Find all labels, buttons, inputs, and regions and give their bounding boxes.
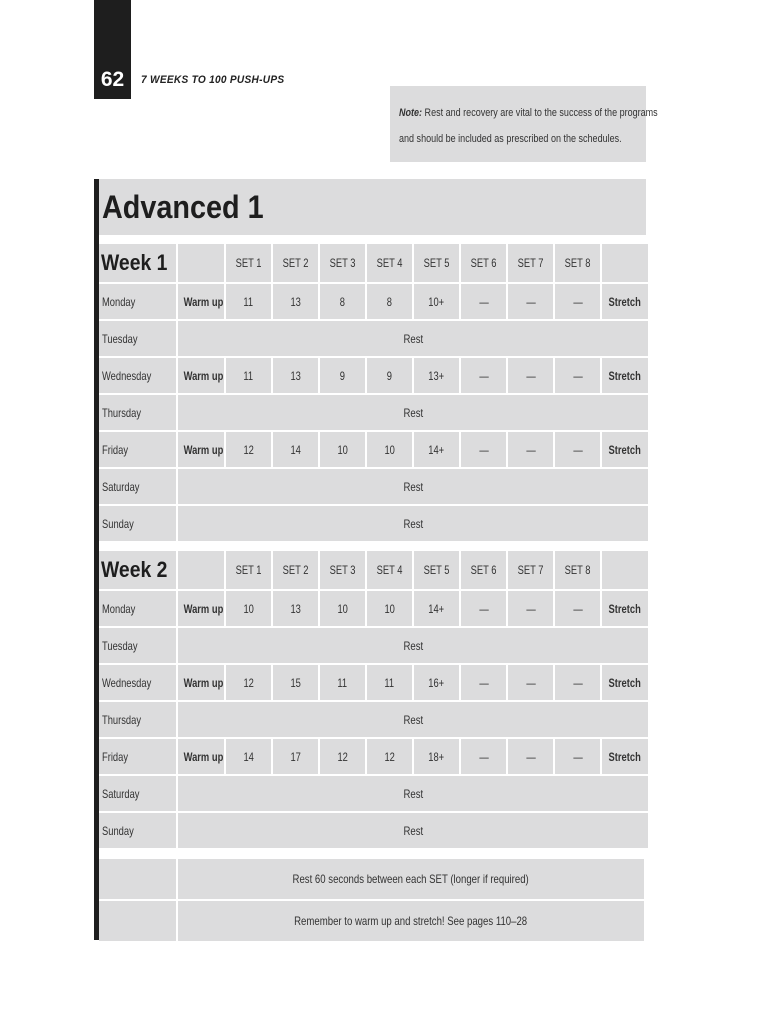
set-value: 14: [290, 442, 301, 457]
set-value: 8: [339, 294, 346, 309]
footer-note-cell: [178, 901, 644, 941]
note-line-1: [399, 100, 658, 126]
running-head: 7 WEEKS TO 100 PUSH-UPS: [141, 74, 285, 86]
set-value: 15: [290, 675, 301, 690]
set-value-cell: [414, 432, 459, 467]
set-header: SET 2: [282, 256, 309, 270]
set-value-cell: [461, 432, 506, 467]
week-label: Week 2: [101, 557, 168, 582]
set-value: —: [525, 675, 536, 690]
set-header-cell: [555, 244, 600, 282]
set-value: —: [478, 368, 489, 383]
set-header: SET 1: [235, 563, 262, 577]
warm-up-label: Warm up: [183, 294, 224, 309]
day-label: Thursday: [102, 712, 142, 727]
day-row: [99, 506, 648, 541]
rest-label: Rest: [403, 786, 423, 801]
set-value: 11: [243, 368, 254, 383]
rest-label: Rest: [403, 516, 423, 531]
set-header: SET 6: [470, 563, 497, 577]
day-cell: [99, 776, 176, 811]
header-blank-cell: [602, 244, 648, 282]
week-label-cell: [99, 244, 176, 282]
set-header-cell: [273, 551, 318, 589]
rest-label: Rest: [403, 638, 423, 653]
set-header-cell: [508, 551, 553, 589]
set-value-cell: [414, 591, 459, 626]
day-cell: [99, 432, 176, 467]
warm-up-cell: [178, 358, 224, 393]
stretch-label: Stretch: [608, 675, 642, 690]
set-value-cell: [555, 358, 600, 393]
day-row: [99, 702, 648, 737]
set-header: SET 4: [376, 256, 403, 270]
set-value-cell: [273, 591, 318, 626]
set-value: 8: [386, 294, 393, 309]
set-value-cell: [367, 432, 412, 467]
stretch-cell: [602, 591, 648, 626]
set-header: SET 4: [376, 563, 403, 577]
stretch-label: Stretch: [608, 294, 642, 309]
set-value: 12: [243, 442, 254, 457]
set-value: 9: [386, 368, 393, 383]
set-header: SET 3: [329, 256, 356, 270]
footer-blank-cell: [99, 901, 176, 941]
stretch-cell: [602, 284, 648, 319]
set-value-cell: [320, 591, 365, 626]
set-value: —: [478, 601, 489, 616]
set-header-cell: [461, 551, 506, 589]
set-value: —: [572, 675, 583, 690]
day-row: [99, 321, 648, 356]
set-value-cell: [367, 284, 412, 319]
set-value-cell: [414, 739, 459, 774]
set-header-cell: [461, 244, 506, 282]
set-value: —: [478, 749, 489, 764]
footer-note-2: Remember to warm up and stretch! See pages 110–28: [294, 914, 528, 928]
set-header: SET 5: [423, 256, 450, 270]
day-cell: [99, 702, 176, 737]
rest-label: Rest: [403, 405, 423, 420]
set-value: —: [525, 442, 536, 457]
rest-cell: [178, 395, 648, 430]
set-value-cell: [414, 284, 459, 319]
day-row: [99, 395, 648, 430]
rest-cell: [178, 776, 648, 811]
rest-label: Rest: [403, 479, 423, 494]
stretch-label: Stretch: [608, 749, 642, 764]
footer-row: [99, 901, 644, 941]
schedule-table: [94, 179, 646, 940]
set-value: 13+: [428, 368, 445, 383]
set-value: —: [478, 442, 489, 457]
week-header-row: [99, 551, 648, 589]
footer-notes-table: [97, 857, 646, 943]
rest-cell: [178, 469, 648, 504]
rest-cell: [178, 813, 648, 848]
set-value-cell: [461, 665, 506, 700]
rest-label: Rest: [403, 823, 423, 838]
set-value-cell: [508, 739, 553, 774]
set-value: 10+: [428, 294, 445, 309]
set-value: 17: [290, 749, 301, 764]
day-label: Sunday: [102, 823, 134, 838]
header-blank-cell: [178, 244, 224, 282]
set-value: —: [572, 368, 583, 383]
set-value-cell: [555, 284, 600, 319]
day-label: Wednesday: [102, 675, 152, 690]
set-header: SET 1: [235, 256, 262, 270]
rest-cell: [178, 321, 648, 356]
day-label: Friday: [102, 442, 129, 457]
day-cell: [99, 506, 176, 541]
rest-cell: [178, 628, 648, 663]
warm-up-label: Warm up: [183, 368, 224, 383]
day-label: Friday: [102, 749, 129, 764]
set-value-cell: [414, 665, 459, 700]
day-cell: [99, 358, 176, 393]
day-label: Sunday: [102, 516, 134, 531]
day-row: [99, 776, 648, 811]
set-value-cell: [555, 432, 600, 467]
day-label: Monday: [102, 294, 136, 309]
set-value: 16+: [428, 675, 445, 690]
day-label: Saturday: [102, 786, 140, 801]
set-value-cell: [367, 665, 412, 700]
set-value: 13: [290, 294, 301, 309]
set-header-cell: [508, 244, 553, 282]
set-value: 14+: [428, 442, 445, 457]
set-value-cell: [320, 432, 365, 467]
warm-up-label: Warm up: [183, 675, 224, 690]
stretch-cell: [602, 739, 648, 774]
rest-cell: [178, 506, 648, 541]
set-value: —: [572, 442, 583, 457]
stretch-label: Stretch: [608, 368, 642, 383]
note-text-1: Rest and recovery are vital to the success of the programs: [424, 107, 658, 119]
rest-label: Rest: [403, 712, 423, 727]
set-header: SET 6: [470, 256, 497, 270]
set-value: 10: [337, 601, 348, 616]
set-header-cell: [367, 244, 412, 282]
set-value: —: [478, 294, 489, 309]
schedule-title: Advanced 1: [102, 189, 264, 225]
warm-up-cell: [178, 665, 224, 700]
set-value: 9: [339, 368, 346, 383]
set-value: 12: [243, 675, 254, 690]
set-value-cell: [226, 432, 271, 467]
set-header-cell: [226, 551, 271, 589]
warm-up-label: Warm up: [183, 601, 224, 616]
schedule-title-bar: [99, 179, 646, 235]
set-header-cell: [555, 551, 600, 589]
rest-label: Rest: [403, 331, 423, 346]
footer-note-cell: [178, 859, 644, 899]
footer-row: [99, 859, 644, 899]
day-cell: [99, 321, 176, 356]
set-value-cell: [367, 739, 412, 774]
set-value: —: [525, 749, 536, 764]
set-value-cell: [273, 739, 318, 774]
set-value: —: [572, 749, 583, 764]
day-row: [99, 432, 648, 467]
set-header: SET 7: [517, 256, 544, 270]
header-blank-cell: [602, 551, 648, 589]
set-value: —: [572, 601, 583, 616]
set-header: SET 2: [282, 563, 309, 577]
stretch-cell: [602, 665, 648, 700]
set-value-cell: [273, 665, 318, 700]
set-header: SET 3: [329, 563, 356, 577]
footer-blank-cell: [99, 859, 176, 899]
set-value-cell: [508, 665, 553, 700]
set-value-cell: [555, 739, 600, 774]
warm-up-label: Warm up: [183, 749, 224, 764]
day-cell: [99, 665, 176, 700]
set-value-cell: [508, 591, 553, 626]
day-row: [99, 284, 648, 319]
set-value-cell: [508, 358, 553, 393]
set-value-cell: [320, 665, 365, 700]
day-row: [99, 739, 648, 774]
day-cell: [99, 628, 176, 663]
set-value-cell: [367, 591, 412, 626]
day-row: [99, 813, 648, 848]
set-value-cell: [508, 284, 553, 319]
set-value: 11: [337, 675, 348, 690]
set-value: —: [525, 601, 536, 616]
week-header-row: [99, 244, 648, 282]
week-1-table: [97, 242, 650, 543]
set-value: 11: [243, 294, 254, 309]
set-header-cell: [367, 551, 412, 589]
set-header-cell: [414, 551, 459, 589]
set-header-cell: [320, 244, 365, 282]
set-value-cell: [555, 665, 600, 700]
stretch-label: Stretch: [608, 601, 642, 616]
set-header-cell: [226, 244, 271, 282]
day-label: Monday: [102, 601, 136, 616]
warm-up-cell: [178, 284, 224, 319]
set-value-cell: [273, 432, 318, 467]
week-label-cell: [99, 551, 176, 589]
set-value: 13: [290, 601, 301, 616]
stretch-cell: [602, 358, 648, 393]
set-header: SET 8: [564, 256, 591, 270]
day-cell: [99, 591, 176, 626]
week-2-table: [97, 549, 650, 850]
set-value-cell: [273, 358, 318, 393]
header-blank-cell: [178, 551, 224, 589]
day-cell: [99, 739, 176, 774]
set-value-cell: [226, 739, 271, 774]
day-cell: [99, 469, 176, 504]
day-label: Thursday: [102, 405, 142, 420]
day-row: [99, 469, 648, 504]
set-value-cell: [320, 358, 365, 393]
day-row: [99, 665, 648, 700]
set-value: 11: [384, 675, 395, 690]
set-header-cell: [320, 551, 365, 589]
set-value: 12: [384, 749, 395, 764]
set-value-cell: [273, 284, 318, 319]
warm-up-cell: [178, 591, 224, 626]
warm-up-cell: [178, 739, 224, 774]
note-label: Note:: [399, 107, 423, 119]
day-label: Tuesday: [102, 638, 138, 653]
footer-note-1: Rest 60 seconds between each SET (longer if required): [292, 872, 530, 886]
set-value-cell: [414, 358, 459, 393]
set-value: 10: [384, 442, 395, 457]
rest-cell: [178, 702, 648, 737]
set-value-cell: [226, 665, 271, 700]
set-value: 18+: [428, 749, 445, 764]
set-header-cell: [414, 244, 459, 282]
day-row: [99, 591, 648, 626]
set-value: 10: [337, 442, 348, 457]
warm-up-label: Warm up: [183, 442, 224, 457]
set-value-cell: [508, 432, 553, 467]
day-label: Saturday: [102, 479, 140, 494]
set-value-cell: [226, 358, 271, 393]
set-value-cell: [320, 284, 365, 319]
set-value-cell: [461, 739, 506, 774]
set-header-cell: [273, 244, 318, 282]
stretch-cell: [602, 432, 648, 467]
set-value-cell: [555, 591, 600, 626]
set-value: 10: [384, 601, 395, 616]
set-value: 14: [243, 749, 254, 764]
set-value-cell: [226, 591, 271, 626]
day-row: [99, 358, 648, 393]
set-value: 12: [337, 749, 348, 764]
set-value-cell: [320, 739, 365, 774]
set-value-cell: [367, 358, 412, 393]
set-value: —: [525, 294, 536, 309]
set-header: SET 5: [423, 563, 450, 577]
set-value-cell: [461, 358, 506, 393]
week-label: Week 1: [101, 250, 168, 275]
day-cell: [99, 813, 176, 848]
set-value: —: [525, 368, 536, 383]
set-header: SET 8: [564, 563, 591, 577]
page-number: 62: [100, 68, 125, 91]
set-value-cell: [461, 284, 506, 319]
note-box: [390, 86, 658, 162]
set-value-cell: [226, 284, 271, 319]
set-header: SET 7: [517, 563, 544, 577]
set-value: 13: [290, 368, 301, 383]
day-label: Tuesday: [102, 331, 138, 346]
day-row: [99, 628, 648, 663]
note-line-2: and should be included as prescribed on the schedules.: [399, 133, 622, 145]
warm-up-cell: [178, 432, 224, 467]
set-value: —: [572, 294, 583, 309]
set-value: 14+: [428, 601, 445, 616]
stretch-label: Stretch: [608, 442, 642, 457]
set-value: —: [478, 675, 489, 690]
set-value-cell: [461, 591, 506, 626]
day-cell: [99, 395, 176, 430]
day-cell: [99, 284, 176, 319]
day-label: Wednesday: [102, 368, 152, 383]
set-value: 10: [243, 601, 254, 616]
